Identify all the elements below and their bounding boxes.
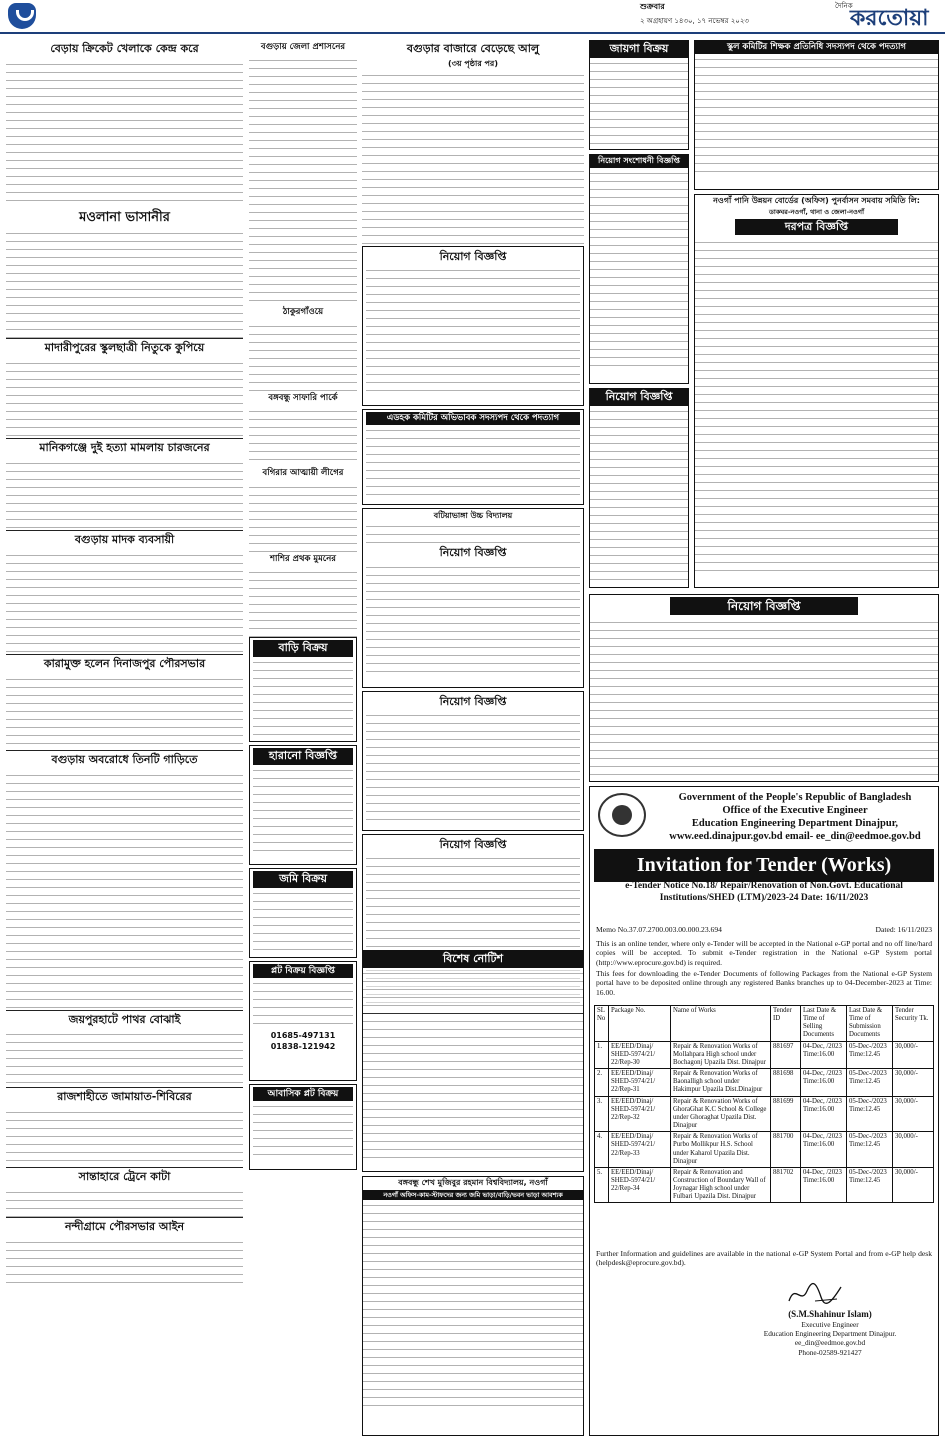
headline-potato: বগুড়ার বাজারে বেড়েছে আলু: [406, 42, 540, 55]
table-cell-sec: 30,000/-: [893, 1041, 934, 1068]
article-body: [6, 458, 243, 530]
memo-date: Dated: 16/11/2023: [875, 925, 932, 934]
table-cell-pkg: EE/EED/Dinaj/ SHED-5974/21/ 22/Rep-30: [609, 1041, 671, 1068]
headline-6: কারামুক্ত হলেন দিনাজপুর পৌরসভার: [43, 656, 206, 670]
ad-title: নিয়োগ বিজ্ঞপ্তি: [439, 694, 507, 708]
ad-title: হারানো বিজ্ঞপ্তি: [253, 748, 353, 765]
ad-special-notice: [362, 950, 584, 1172]
signer-name: (S.M.Shahinur Islam): [788, 1309, 872, 1319]
table-row: [595, 1132, 934, 1168]
th-submission: Last Date & Time of Submission Documents: [847, 1006, 893, 1042]
headline-11: নন্দীগ্রামে পৌরসভার আইন: [64, 1220, 185, 1234]
ad-recruitment-3: [362, 691, 584, 831]
headline-thakurgaon: ঠাকুরগাঁওয়ে: [282, 307, 324, 318]
tender-notice: [589, 786, 939, 1436]
table-cell-sell: 04-Dec, /2023 Time:16.00: [801, 1132, 847, 1168]
ad-land-for-sale: [589, 40, 689, 150]
ad-title: প্লট বিক্রয় বিজ্ঞপ্তি: [253, 964, 353, 978]
ad-land-sale: [249, 868, 357, 958]
table-cell-sub: 05-Dec-/2023 Time:12.45: [847, 1069, 893, 1096]
table-cell-sub: 05-Dec-/2023 Time:12.45: [847, 1132, 893, 1168]
ad-school-name: বটিয়াভাঙ্গা উচ্চ বিদ্যালয়: [433, 510, 513, 520]
table-cell-id: 881699: [771, 1096, 801, 1132]
table-cell-sell: 04-Dec, /2023 Time:16.00: [801, 1167, 847, 1203]
ad-title: জমি বিক্রয়: [253, 871, 353, 888]
table-cell-pkg: EE/EED/Dinaj/ SHED-5974/21/ 22/Rep-33: [609, 1132, 671, 1168]
table-cell-work: Repair & Renovation Works of GhoraGhat K.C School & College under Ghoraghat Upazila Dist. Dinajpur: [671, 1096, 771, 1132]
table-cell-sell: 04-Dec, /2023 Time:16.00: [801, 1096, 847, 1132]
headline-league: বগিরার আত্মায়ী লীগের: [262, 468, 344, 479]
article-body: [6, 228, 243, 338]
article-body: [362, 70, 584, 246]
article-body: [6, 1107, 243, 1167]
gov-line-3: Education Engineering Department Dinajpur,: [691, 818, 899, 830]
table-cell-id: 881702: [771, 1167, 801, 1203]
ad-residential-plot: [249, 1084, 357, 1170]
table-cell-id: 881697: [771, 1041, 801, 1068]
th-sell: Last Date & Time of Selling Documents: [801, 1006, 847, 1042]
th-sl: SL No: [595, 1006, 609, 1042]
tender-para-2: This fees for downloading the e-Tender Documents of following Packages from the National e-GP System portal have to be deposited online through any registered Banks branches up to 04-December-2023 at Time: 16.00.: [596, 969, 932, 997]
tender-para-1: This is an online tender, where only e-Tender will be accepted in the National e-GP portal and no off line/hard copies will be accepted. To submit e-Tender registration in the National e-GP System portal (http://www.eprocure.gov.bd) is required.: [596, 939, 932, 967]
tender-table-header: [595, 1006, 934, 1042]
article-body: [249, 406, 357, 466]
ad-teacher-resignation: [694, 40, 939, 190]
ad-body: [695, 237, 938, 573]
ad-title: নওগাঁ পানি উন্নয়ন বোর্ডের (অফিস) পুনর্বাসন সমবায় সমিতি লি:: [713, 196, 920, 205]
ad-university-rent: [362, 1176, 584, 1436]
ad-title: এডহক কমিটির অভিভাবক সদস্যপদ থেকে পদত্যাগ: [366, 412, 580, 425]
article-body: [6, 1029, 243, 1087]
ad-body: [253, 657, 353, 735]
ad-phone: 01838-121942: [270, 1042, 336, 1052]
table-cell-sell: 04-Dec, /2023 Time:16.00: [801, 1069, 847, 1096]
th-package: Package No.: [609, 1006, 671, 1042]
headline-district-admin: বগুড়ায় জেলা প্রশাসনের: [260, 42, 346, 52]
headline-sub: (৩য় পৃষ্ঠার পর): [448, 58, 498, 68]
table-cell-work: Repair & Renovation Works of Mollahpara High school under Bochagonj Upazila Dist. Dinajpur: [671, 1041, 771, 1068]
table-cell-sub: 05-Dec-/2023 Time:12.45: [847, 1167, 893, 1203]
logo-icon: [8, 3, 36, 29]
ad-body: [363, 1200, 583, 1410]
tender-notice-no: e-Tender Notice No.18/ Repair/Renovation of Non.Govt. Educational Institutions/SHED (LTM)/2023-24 Date: 16/11/2023: [625, 881, 903, 903]
ad-title: আবাসিক প্লট বিক্রয়: [253, 1087, 353, 1101]
article-body: [249, 482, 357, 552]
news-column-1: [6, 40, 243, 1285]
ad-body: [366, 710, 580, 822]
masthead-paper-prefix: দৈনিক: [835, 2, 853, 10]
ad-plot-sale: [249, 961, 357, 1081]
article-body: [6, 770, 243, 1010]
tender-title: Invitation for Tender (Works): [594, 849, 934, 882]
headline-2: মওলানা ভাসানীর: [79, 209, 170, 225]
tender-table: [594, 1005, 934, 1203]
ad-body: [366, 521, 580, 545]
tender-signature: [730, 1309, 930, 1357]
article-body: [6, 358, 243, 438]
government-seal-icon: [598, 793, 646, 837]
ad-banner: দরপত্র বিজ্ঞপ্তি: [735, 219, 898, 236]
table-cell-sl: 3.: [595, 1096, 609, 1132]
tender-memo: [596, 925, 932, 935]
ad-body: [253, 1101, 353, 1159]
table-cell-sell: 04-Dec, /2023 Time:16.00: [801, 1041, 847, 1068]
table-row: [595, 1167, 934, 1203]
th-work: Name of Works: [671, 1006, 771, 1042]
tender-header: [660, 791, 930, 844]
ad-phone: 01685-497131: [270, 1031, 336, 1041]
headline-7: বগুড়ায় অবরোধে তিনটি গাড়িতে: [51, 752, 198, 766]
headline-3: মাদারীপুরের স্কুলছাত্রী নিতুকে কুপিয়ে: [44, 341, 205, 355]
article-body: [249, 55, 357, 305]
table-row: [595, 1041, 934, 1068]
masthead-paper-name: করতোয়া: [850, 5, 929, 31]
article-body: [6, 59, 243, 207]
article-body: [6, 1187, 243, 1217]
article-body: [6, 674, 243, 750]
signer-phone: Phone-02589-921427: [798, 1347, 862, 1357]
headline-safari-park: বঙ্গবন্ধু সাফারি পার্কে: [268, 392, 338, 403]
gov-line-4: www.eed.dinajpur.gov.bd email- ee_din@eedmoe.gov.bd: [669, 831, 921, 843]
article-body: [249, 567, 357, 637]
table-cell-sub: 05-Dec-/2023 Time:12.45: [847, 1041, 893, 1068]
headline-5: বগুড়ায় মাদক ব্যবসায়ী: [74, 533, 175, 547]
ad-subtitle: ডাকঘর-নওগাঁ, থানা ও জেলা-নওগাঁ: [769, 207, 864, 216]
signature-image: [785, 1281, 845, 1307]
masthead-date: ২ অগ্রহায়ণ ১৪৩০, ১৭ নভেম্বর ২০২৩: [640, 17, 749, 25]
article-body: [249, 321, 357, 391]
gov-line-1: Government of the People's Republic of Bangladesh: [678, 792, 912, 803]
ad-recruitment-1: [362, 246, 584, 406]
table-cell-sec: 30,000/-: [893, 1069, 934, 1096]
table-cell-sec: 30,000/-: [893, 1132, 934, 1168]
masthead-day: শুক্রবার: [640, 2, 665, 11]
table-cell-sl: 5.: [595, 1167, 609, 1203]
ad-title: নিয়োগ বিজ্ঞপ্তি: [590, 389, 688, 406]
ad-tender-naogaon: [694, 194, 939, 588]
headline-5: শাশির প্রথক মুমনের: [270, 553, 336, 564]
table-cell-sec: 30,000/-: [893, 1096, 934, 1132]
table-cell-sec: 30,000/-: [893, 1167, 934, 1203]
ad-body: [590, 168, 688, 372]
ad-resignation: [362, 409, 584, 505]
ad-body: [363, 968, 583, 1164]
ad-title: নিয়োগ বিজ্ঞপ্তি: [439, 837, 507, 851]
table-cell-work: Repair & Renovation Works of Baonalligh school under Hakimpur Upazila Dist.Dinajpur: [671, 1069, 771, 1096]
article-body: [6, 1237, 243, 1285]
ad-lost-notice: [249, 745, 357, 865]
ad-title: বাড়ি বিক্রয়: [253, 640, 353, 657]
ad-banner: নওগাঁ অফিস-কাম-স্টাফদের জন্য জমি ভাড়া/বাড়ি/ভবন ভাড়া আবশ্যক: [363, 1190, 583, 1200]
table-cell-work: Repair & Renovation Works of Purbo Mollikpur H.S. School under Kaharol Upazila Dist. Dinajpur: [671, 1132, 771, 1168]
ad-recruitment-5: [589, 388, 689, 588]
gov-line-2: Office of the Executive Engineer: [722, 805, 868, 817]
ad-banner: নিয়োগ বিজ্ঞপ্তি: [670, 597, 858, 615]
ad-house-sale: [249, 637, 357, 742]
ad-title: বিশেষ নোটিশ: [363, 951, 583, 968]
ad-title: জায়গা বিক্রয়: [590, 41, 688, 58]
ad-body: [253, 978, 353, 1028]
tender-further: Further Information and guidelines are available in the national e-GP System Portal and from e-GP help desk (helpdesk@eprocure.gov.bd).: [596, 1249, 932, 1268]
headline-4: মানিকগঞ্জে দুই হত্যা মামলায় চারজনের: [39, 441, 210, 455]
ad-recruitment-correction: [589, 154, 689, 384]
ad-title: নিয়োগ বিজ্ঞপ্তি: [439, 249, 507, 263]
table-cell-pkg: EE/EED/Dinaj/ SHED-5974/21/ 22/Rep-31: [609, 1069, 671, 1096]
ad-body: [366, 562, 580, 672]
ad-body: [253, 888, 353, 950]
ad-body: [590, 406, 688, 582]
ad-body: [253, 765, 353, 855]
ad-title: স্কুল কমিটির শিক্ষক প্রতিনিধি সদস্যপদ থেকে পদত্যাগ: [695, 41, 938, 54]
table-cell-pkg: EE/EED/Dinaj/ SHED-5974/21/ 22/Rep-32: [609, 1096, 671, 1132]
headline-10: সান্তাহারে ট্রেনে কাটা: [78, 1170, 171, 1184]
memo-no: Memo No.37.07.2700.003.00.000.23.694: [596, 925, 722, 934]
ad-body: [590, 58, 688, 144]
article-body: [6, 550, 243, 654]
ad-body: [590, 617, 938, 777]
th-security: Tender Security Tk.: [893, 1006, 934, 1042]
ad-recruitment-2: [362, 508, 584, 688]
ad-title: নিয়োগ বিজ্ঞপ্তি: [439, 546, 507, 560]
signer-email: ee_din@eedmoe.gov.bd: [794, 1338, 866, 1348]
table-cell-sl: 4.: [595, 1132, 609, 1168]
ad-recruitment-police: [589, 594, 939, 782]
table-cell-id: 881700: [771, 1132, 801, 1168]
headline-1: বেড়ায় ক্রিকেট খেলাকে কেন্দ্র করে: [50, 42, 199, 55]
table-cell-sl: 1.: [595, 1041, 609, 1068]
table-cell-sub: 05-Dec-/2023 Time:12.45: [847, 1096, 893, 1132]
th-id: Tender ID: [771, 1006, 801, 1042]
news-column-3: [362, 40, 584, 1017]
headline-8: জয়পুরহাটে পাথর বোঝাই: [68, 1012, 181, 1026]
table-cell-work: Repair & Renovation and Construction of Boundary Wall of Joynagar High school under Fulbari Upazila Dist. Dinajpur: [671, 1167, 771, 1203]
ad-body: [366, 265, 580, 395]
table-cell-id: 881698: [771, 1069, 801, 1096]
table-cell-sl: 2.: [595, 1069, 609, 1096]
table-row: [595, 1069, 934, 1096]
ad-body: [366, 425, 580, 495]
signer-title: Executive Engineer: [801, 1320, 859, 1330]
signer-dept: Education Engineering Department Dinajpur.: [763, 1329, 897, 1339]
ad-title: বঙ্গবন্ধু শেখ মুজিবুর রহমান বিশ্ববিদ্যালয়, নওগাঁ: [398, 1178, 548, 1187]
ad-body: [695, 54, 938, 178]
masthead: [0, 0, 945, 34]
headline-9: রাজশাহীতে জামায়াত-শিবিরের: [57, 1090, 192, 1104]
news-column-2: [249, 40, 357, 1173]
ad-title: নিয়োগ সংশোধনী বিজ্ঞপ্তি: [590, 155, 688, 168]
table-cell-pkg: EE/EED/Dinaj/ SHED-5974/21/ 22/Rep-34: [609, 1167, 671, 1203]
table-row: [595, 1096, 934, 1132]
